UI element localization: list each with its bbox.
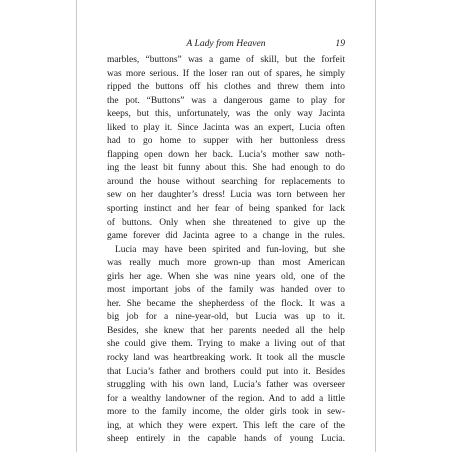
text-line: the pot. “Buttons” was a dangerous game to play for [107,95,345,106]
text-line: game forever did Jacinta agree to a change in the rules. [107,231,345,242]
text-line: of buttons. Only when she threatened to give up the [107,217,345,228]
paragraph-2 [107,244,345,447]
text-line: was really much more grown-up than most American [107,258,345,269]
paragraph-1 [107,54,345,244]
text-line: girls her age. When she was nine years old, one of the [107,271,345,282]
text-line: sheep entirely in the capable hands of young Lucia. [107,434,345,445]
text-line: more to the family income, the older girls took in sew- [107,407,345,418]
text-line: ing the least bit funny about this. She had enough to do [107,163,345,174]
text-line: big job for a nine-year-old, but Lucia was up to it. [107,312,345,323]
text-line: ripped the buttons off his clothes and threw them into [107,82,345,93]
text-line: marbles, “buttons” was a game of skill, but the forfeit [107,55,345,65]
text-line: for a wealthy landowner of the region. And to add a little [107,393,345,404]
text-line: Lucia may have been spirited and fun-loving, but she [115,244,345,255]
text-line: most important jobs of the family was handed over to [107,285,345,296]
text-line: struggling with his own land, Lucia’s father was overseer [107,380,345,391]
book-page [76,0,376,452]
text-line: she could give them. Trying to make a living out of that [107,339,345,350]
text-line: sew on her daughter’s dress! Lucia was torn between her [107,190,345,201]
text-line: liked to play it. Since Jacinta was an expert, Lucia often [107,122,345,133]
text-line: Besides, she knew that her parents needed all the help [107,325,345,336]
text-line: keeps, but this, unfortunately, was the only way Jacinta [107,109,345,120]
text-line: rocky land was heartbreaking work. It took all the muscle [107,353,345,364]
book-title: A Lady from Heaven [186,38,266,49]
body-text [107,54,345,447]
text-line: around the house without searching for replacements to [107,176,345,187]
running-head [107,38,345,52]
text-line: sporting instinct and her fear of being spanked for lack [107,204,345,215]
text-line: that Lucia’s father and brothers could put into it. Besides [107,366,345,377]
text-line: was more serious. If the loser ran out of spares, he simply [107,68,345,79]
text-line: had to go home to supper with her buttonless dress [107,136,345,147]
page-number: 19 [335,38,345,49]
text-line: ing, at which they were expert. This left the care of the [107,420,345,431]
text-line: flapping open down her back. Lucia’s mother saw noth- [107,149,345,160]
text-line: her. She became the shepherdess of the flock. It was a [107,298,345,309]
